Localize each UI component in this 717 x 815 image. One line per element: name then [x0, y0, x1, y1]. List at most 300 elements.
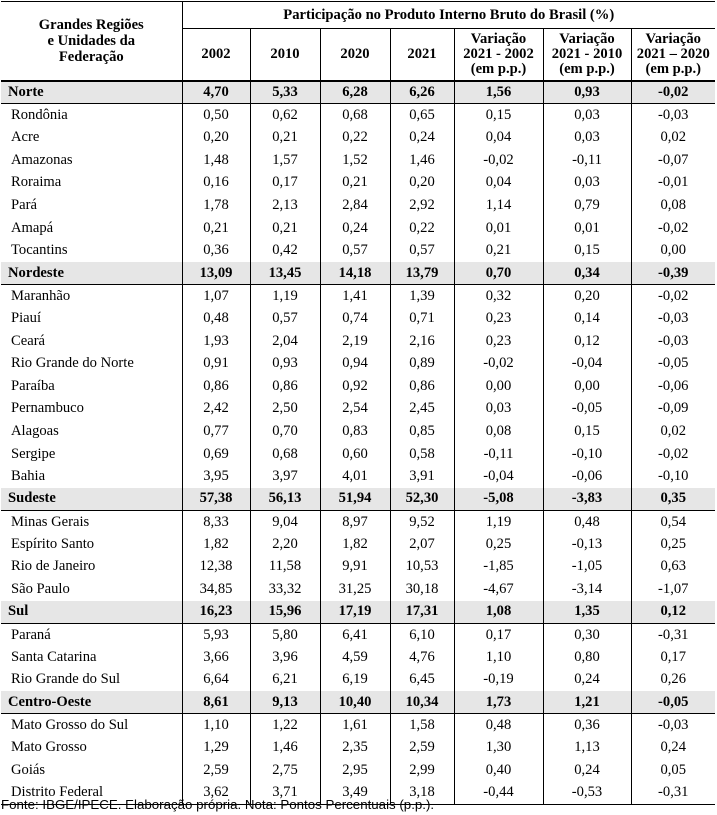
table-cell: 1,30 [454, 736, 543, 759]
region-row [1, 262, 715, 285]
region-name: Nordeste [1, 262, 182, 285]
table-cell: 0,40 [454, 759, 543, 782]
table-cell: 0,48 [454, 714, 543, 737]
state-row [1, 646, 715, 669]
table-cell: 2,45 [390, 397, 454, 420]
table-cell: 0,94 [320, 352, 390, 375]
table-cell: 0,20 [390, 171, 454, 194]
table-cell: -0,05 [543, 397, 631, 420]
state-row [1, 375, 715, 398]
table-cell: 2,19 [320, 330, 390, 353]
table-cell: 1,52 [320, 149, 390, 172]
table-cell: 6,10 [390, 623, 454, 646]
table-cell: 0,03 [543, 126, 631, 149]
table-cell: 16,23 [182, 601, 250, 624]
state-name: Paraná [1, 623, 182, 646]
table-cell: 2,35 [320, 736, 390, 759]
state-name: Mato Grosso do Sul [1, 714, 182, 737]
table-cell: 34,85 [182, 578, 250, 601]
table-cell: -0,31 [631, 781, 715, 804]
state-name: São Paulo [1, 578, 182, 601]
table-cell: 2,59 [390, 736, 454, 759]
table-cell: 17,31 [390, 601, 454, 624]
table-cell: 1,29 [182, 736, 250, 759]
table-cell: -5,08 [454, 488, 543, 511]
table-cell: 1,21 [543, 691, 631, 714]
state-name: Amazonas [1, 149, 182, 172]
state-row [1, 578, 715, 601]
table-cell: 0,15 [454, 104, 543, 127]
table-cell: 2,50 [250, 397, 320, 420]
table-cell: 5,93 [182, 623, 250, 646]
table-cell: 10,53 [390, 555, 454, 578]
region-row [1, 601, 715, 624]
table-cell: 0,93 [543, 81, 631, 104]
state-row [1, 104, 715, 127]
table-cell: 0,36 [182, 239, 250, 262]
table-cell: 0,12 [543, 330, 631, 353]
table-cell: 0,86 [182, 375, 250, 398]
table-cell: 4,70 [182, 81, 250, 104]
table-cell: 51,94 [320, 488, 390, 511]
corner-header-line: Federação [58, 49, 124, 66]
corner-header-line: e Unidades da [47, 32, 136, 49]
table-cell: -0,02 [631, 81, 715, 104]
table-cell: 1,10 [182, 714, 250, 737]
state-name: Distrito Federal [1, 781, 182, 804]
table-cell: 0,03 [454, 397, 543, 420]
table-cell: 2,99 [390, 759, 454, 782]
region-name: Norte [1, 81, 182, 104]
group-header: Participação no Produto Interno Bruto do Brasil (%) [182, 2, 715, 29]
table-cell: 1,73 [454, 691, 543, 714]
state-name: Goiás [1, 759, 182, 782]
column-header [631, 29, 715, 82]
table-cell: 56,13 [250, 488, 320, 511]
table-cell: 6,19 [320, 668, 390, 691]
state-row [1, 352, 715, 375]
region-name: Centro-Oeste [1, 691, 182, 714]
table-cell: 1,08 [454, 601, 543, 624]
table-cell: 0,20 [543, 284, 631, 307]
table-cell: 1,41 [320, 284, 390, 307]
state-name: Mato Grosso [1, 736, 182, 759]
table-cell: -0,02 [658, 287, 689, 304]
table-cell: -3,83 [543, 488, 631, 511]
table-cell: 14,18 [320, 262, 390, 285]
table-cell: 0,57 [320, 239, 390, 262]
state-name: Tocantins [1, 239, 182, 262]
table-cell: 0,57 [250, 307, 320, 330]
table-cell: 1,82 [182, 533, 250, 556]
table-cell: 0,26 [660, 671, 687, 688]
table-cell: 0,74 [320, 307, 390, 330]
table-cell: 17,19 [320, 601, 390, 624]
table-cell: 0,04 [454, 171, 543, 194]
table-cell: -0,06 [658, 377, 689, 394]
table-cell: -0,02 [454, 352, 543, 375]
table-cell: -0,05 [658, 355, 689, 372]
table-cell: 1,07 [182, 284, 250, 307]
table-cell: 0,25 [454, 533, 543, 556]
table-cell: -0,11 [454, 443, 543, 466]
table-cell: 0,68 [320, 104, 390, 127]
state-row [1, 443, 715, 466]
table-cell: 0,22 [320, 126, 390, 149]
table-cell: 0,58 [390, 443, 454, 466]
table-cell: 0,16 [182, 171, 250, 194]
table-cell: 0,42 [250, 239, 320, 262]
table-cell: -0,06 [543, 465, 631, 488]
table-cell: 0,63 [660, 558, 687, 575]
state-name: Sergipe [1, 443, 182, 466]
table-cell: -0,05 [631, 691, 715, 714]
table-cell: 0,65 [390, 104, 454, 127]
state-name: Espírito Santo [1, 533, 182, 556]
state-row [1, 397, 715, 420]
table-cell: -0,01 [658, 174, 689, 191]
table-cell: 1,78 [182, 194, 250, 217]
column-header [250, 29, 320, 82]
table-cell: 8,97 [320, 510, 390, 533]
state-name: Maranhão [1, 284, 182, 307]
state-row [1, 533, 715, 556]
column-header [390, 29, 454, 82]
region-row [1, 488, 715, 511]
table-cell: 0,35 [631, 488, 715, 511]
table-cell: 0,92 [320, 375, 390, 398]
table-cell: 0,86 [390, 375, 454, 398]
gdp-participation-table [1, 1, 715, 805]
column-header [182, 29, 250, 82]
table-cell: 0,02 [660, 129, 687, 146]
table-cell: 0,15 [543, 420, 631, 443]
table-cell: 3,18 [390, 781, 454, 804]
table-cell: 2,13 [250, 194, 320, 217]
table-cell: 0,00 [660, 242, 687, 259]
table-cell: 0,08 [660, 196, 687, 213]
table-cell: 8,33 [182, 510, 250, 533]
table-cell: 0,22 [390, 217, 454, 240]
table-cell: 12,38 [182, 555, 250, 578]
table-cell: 6,41 [320, 623, 390, 646]
table-cell: 4,01 [320, 465, 390, 488]
table-cell: 1,48 [182, 149, 250, 172]
table-cell: 3,95 [182, 465, 250, 488]
table-cell: 0,69 [182, 443, 250, 466]
table-cell: 0,70 [454, 262, 543, 285]
table-cell: 0,24 [543, 668, 631, 691]
table-cell: 3,49 [320, 781, 390, 804]
table-cell: 0,77 [182, 420, 250, 443]
column-header-line: (em p.p.) [470, 61, 527, 78]
table-cell: 1,35 [543, 601, 631, 624]
state-row [1, 623, 715, 646]
table-cell: 30,18 [390, 578, 454, 601]
table-cell: 0,83 [320, 420, 390, 443]
state-row [1, 759, 715, 782]
table-cell: 52,30 [390, 488, 454, 511]
table-cell: 2,07 [390, 533, 454, 556]
table-cell: 1,61 [320, 714, 390, 737]
table-cell: 0,30 [543, 623, 631, 646]
state-row [1, 510, 715, 533]
region-row [1, 691, 715, 714]
table-cell: 2,75 [250, 759, 320, 782]
table-cell: 0,08 [454, 420, 543, 443]
table-cell: 1,10 [454, 646, 543, 669]
table-cell: 0,00 [454, 375, 543, 398]
state-name: Roraima [1, 171, 182, 194]
state-row [1, 736, 715, 759]
corner-header-line: Grandes Regiões [38, 16, 144, 33]
state-name: Minas Gerais [1, 510, 182, 533]
column-header-line: Variação [559, 30, 615, 47]
column-header [320, 29, 390, 82]
table-cell: 15,96 [250, 601, 320, 624]
table-cell: -3,14 [543, 578, 631, 601]
table-cell: 0,17 [454, 623, 543, 646]
table-cell: 6,45 [390, 668, 454, 691]
state-name: Rio Grande do Sul [1, 668, 182, 691]
table-cell: 1,19 [250, 284, 320, 307]
table-cell: 0,24 [390, 126, 454, 149]
table-cell: -0,03 [658, 309, 689, 326]
table-cell: -1,85 [454, 555, 543, 578]
column-header-line: 2021 – 2020 [636, 45, 710, 62]
state-row [1, 194, 715, 217]
table-cell: 3,91 [390, 465, 454, 488]
table-cell: 0,04 [454, 126, 543, 149]
table-cell: 3,71 [250, 781, 320, 804]
state-row [1, 330, 715, 353]
table-cell: 1,39 [390, 284, 454, 307]
table-cell: 0,86 [250, 375, 320, 398]
table-cell: -0,02 [658, 445, 689, 462]
table-cell: 2,59 [182, 759, 250, 782]
state-row [1, 149, 715, 172]
source-note: Fonte: IBGE/IPECE. Elaboração própria. Nota: Pontos Percentuais (p.p.). [1, 797, 435, 812]
state-name: Amapá [1, 217, 182, 240]
table-cell: 1,58 [390, 714, 454, 737]
table-cell: 9,04 [250, 510, 320, 533]
table-cell: 9,13 [250, 691, 320, 714]
state-row [1, 217, 715, 240]
table-cell: 1,14 [454, 194, 543, 217]
table-cell: 1,13 [543, 736, 631, 759]
column-header-line: 2021 - 2010 [551, 45, 623, 62]
table-cell: 2,04 [250, 330, 320, 353]
column-header [543, 29, 631, 82]
column-header-line: (em p.p.) [559, 61, 615, 78]
state-name: Piauí [1, 307, 182, 330]
table-cell: 0,60 [320, 443, 390, 466]
region-row [1, 81, 715, 104]
table-cell: 57,38 [182, 488, 250, 511]
table-cell: 2,92 [390, 194, 454, 217]
state-row [1, 307, 715, 330]
table-cell: -0,04 [543, 352, 631, 375]
table-cell: 5,33 [250, 81, 320, 104]
table-cell: 0,36 [543, 714, 631, 737]
table-cell: 0,05 [660, 761, 687, 778]
table-cell: 13,45 [250, 262, 320, 285]
column-header-line: Variação [645, 30, 701, 47]
table-cell: 1,93 [182, 330, 250, 353]
table-cell: 0,91 [182, 352, 250, 375]
table-cell: 0,71 [390, 307, 454, 330]
state-row [1, 171, 715, 194]
table-cell: 9,52 [390, 510, 454, 533]
column-header-line: (em p.p.) [645, 61, 702, 78]
table-cell: 0,03 [543, 171, 631, 194]
table-cell: -0,02 [454, 149, 543, 172]
state-row [1, 668, 715, 691]
table-cell: 0,01 [454, 217, 543, 240]
table-cell: 0,48 [182, 307, 250, 330]
table-cell: 0,21 [454, 239, 543, 262]
table-cell: 0,85 [390, 420, 454, 443]
table-cell: 1,56 [454, 81, 543, 104]
column-header-line: 2021 - 2002 [463, 45, 534, 62]
table-cell: 0,15 [543, 239, 631, 262]
table-cell: 4,59 [320, 646, 390, 669]
table-cell: -0,09 [658, 400, 689, 417]
table-cell: -0,31 [658, 626, 689, 643]
table-cell: 0,70 [250, 420, 320, 443]
state-row [1, 126, 715, 149]
table-cell: 0,12 [631, 601, 715, 624]
table-cell: 6,28 [320, 81, 390, 104]
table-cell: 0,17 [250, 171, 320, 194]
state-name: Rondônia [1, 104, 182, 127]
table-cell: 5,80 [250, 623, 320, 646]
table-cell: 0,57 [390, 239, 454, 262]
state-name: Rio de Janeiro [1, 555, 182, 578]
table-cell: 0,24 [543, 759, 631, 782]
table-cell: 1,19 [454, 510, 543, 533]
column-header-line: Variação [470, 30, 527, 47]
table-cell: 1,82 [320, 533, 390, 556]
table-cell: -0,11 [543, 149, 631, 172]
state-name: Ceará [1, 330, 182, 353]
table-cell: 11,58 [250, 555, 320, 578]
table-cell: -0,04 [454, 465, 543, 488]
table-cell: 0,50 [182, 104, 250, 127]
table-cell: -0,10 [543, 443, 631, 466]
table-cell: 31,25 [320, 578, 390, 601]
state-name: Pernambuco [1, 397, 182, 420]
table-cell: 6,26 [390, 81, 454, 104]
state-name: Acre [1, 126, 182, 149]
table-cell: 10,40 [320, 691, 390, 714]
state-row [1, 239, 715, 262]
column-header-line: 2010 [270, 45, 300, 62]
table-cell: 0,02 [660, 422, 687, 439]
table-cell: 0,89 [390, 352, 454, 375]
table-cell: 0,23 [454, 330, 543, 353]
table-cell: 10,34 [390, 691, 454, 714]
table-cell: 2,95 [320, 759, 390, 782]
table-cell: 13,09 [182, 262, 250, 285]
table-cell: 0,48 [543, 510, 631, 533]
table-cell: 0,03 [543, 104, 631, 127]
column-header [454, 29, 543, 82]
table-cell: -0,03 [658, 716, 689, 733]
table-cell: 6,21 [250, 668, 320, 691]
table-cell: 0,80 [543, 646, 631, 669]
table-cell: 2,20 [250, 533, 320, 556]
table-cell: -0,53 [543, 781, 631, 804]
table-cell: 0,21 [320, 171, 390, 194]
table-cell: 0,25 [660, 535, 687, 552]
table-cell: -0,19 [454, 668, 543, 691]
table-cell: 0,01 [543, 217, 631, 240]
table-cell: -0,44 [454, 781, 543, 804]
table-cell: 3,96 [250, 646, 320, 669]
table-cell: 2,84 [320, 194, 390, 217]
table-cell: 0,21 [250, 126, 320, 149]
state-row [1, 284, 715, 307]
table-cell: 0,93 [250, 352, 320, 375]
state-name: Paraíba [1, 375, 182, 398]
table-cell: 2,42 [182, 397, 250, 420]
table-cell: 13,79 [390, 262, 454, 285]
table-cell: 0,14 [543, 307, 631, 330]
state-row [1, 555, 715, 578]
table-cell: 2,16 [390, 330, 454, 353]
table-cell: 1,57 [250, 149, 320, 172]
table-cell: -0,02 [658, 219, 689, 236]
table-cell: 1,46 [390, 149, 454, 172]
table-cell: -1,05 [543, 555, 631, 578]
table-cell: -1,07 [658, 581, 689, 598]
table-cell: 0,21 [250, 217, 320, 240]
region-name: Sudeste [1, 488, 182, 511]
table-cell: -0,13 [543, 533, 631, 556]
corner-header [1, 2, 182, 82]
state-name: Rio Grande do Norte [1, 352, 182, 375]
table-cell: -4,67 [454, 578, 543, 601]
table-cell: 0,62 [250, 104, 320, 127]
column-header-line: 2021 [407, 45, 437, 62]
table-cell: 3,66 [182, 646, 250, 669]
state-row [1, 714, 715, 737]
table-cell: 0,32 [454, 284, 543, 307]
table-cell: 0,23 [454, 307, 543, 330]
table-cell: 8,61 [182, 691, 250, 714]
table-cell: -0,03 [658, 332, 689, 349]
table-cell: -0,03 [658, 106, 689, 123]
table-cell: 1,46 [250, 736, 320, 759]
table-cell: -0,10 [658, 468, 689, 485]
state-name: Bahia [1, 465, 182, 488]
table-cell: 4,76 [390, 646, 454, 669]
column-header-line: 2002 [201, 45, 231, 62]
table-cell: 6,64 [182, 668, 250, 691]
table-cell: 0,17 [660, 648, 687, 665]
table-cell: 0,54 [660, 513, 687, 530]
table-cell: -0,39 [631, 262, 715, 285]
table-cell: 3,62 [182, 781, 250, 804]
table-cell: 0,21 [182, 217, 250, 240]
table-cell: 0,24 [320, 217, 390, 240]
state-name: Pará [1, 194, 182, 217]
table-cell: 9,91 [320, 555, 390, 578]
table-cell: 0,20 [182, 126, 250, 149]
table-cell: 1,22 [250, 714, 320, 737]
column-header-line: 2020 [340, 45, 370, 62]
